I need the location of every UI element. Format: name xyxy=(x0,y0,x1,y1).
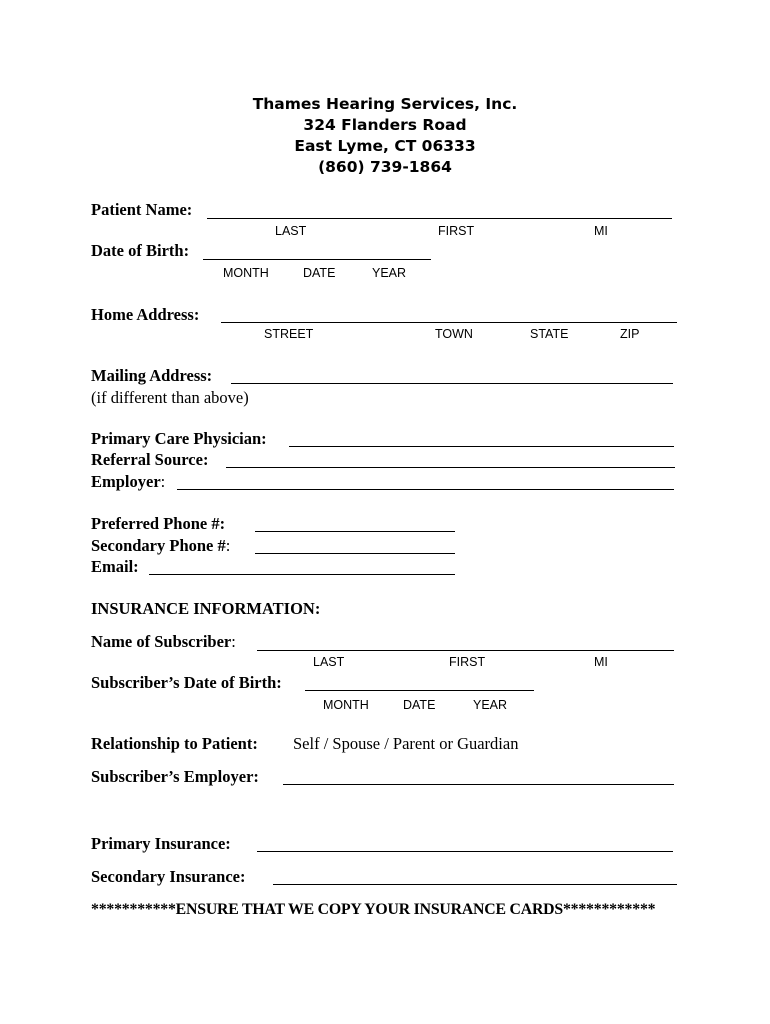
subscriber-dob-year-caption: YEAR xyxy=(473,698,508,712)
relationship-options[interactable]: Self / Spouse / Parent or Guardian xyxy=(293,734,519,753)
home-address-label: Home Address: xyxy=(91,305,200,324)
employer-field[interactable] xyxy=(177,489,674,490)
footer-notice: ***********ENSURE THAT WE COPY YOUR INSURANCE CARDS************ xyxy=(91,901,656,918)
home-address-town-caption: TOWN xyxy=(435,327,473,341)
employer-label: Employer: xyxy=(91,472,166,491)
referral-label: Referral Source: xyxy=(91,450,209,469)
patient-name-label: Patient Name: xyxy=(91,200,193,219)
primary-insurance-field[interactable] xyxy=(257,851,673,852)
mailing-address-field[interactable] xyxy=(231,383,673,384)
patient-name-last-caption: LAST xyxy=(275,224,307,238)
mailing-address-note: (if different than above) xyxy=(91,388,249,407)
home-address-zip-caption: ZIP xyxy=(620,327,640,341)
subscriber-dob-date-caption: DATE xyxy=(403,698,436,712)
email-label: Email: xyxy=(91,557,139,576)
subscriber-dob-field[interactable] xyxy=(305,690,534,691)
patient-name-field[interactable] xyxy=(207,218,672,219)
dob-month-caption: MONTH xyxy=(223,266,269,280)
company-name: Thames Hearing Services, Inc. xyxy=(252,95,518,113)
subscriber-name-mi-caption: MI xyxy=(594,655,608,669)
secondary-phone-label: Secondary Phone #: xyxy=(91,536,231,555)
primary-insurance-label: Primary Insurance: xyxy=(91,834,231,853)
pcp-label: Primary Care Physician: xyxy=(91,429,267,448)
subscriber-name-last-caption: LAST xyxy=(313,655,345,669)
company-city: East Lyme, CT 06333 xyxy=(294,137,476,155)
relationship-label: Relationship to Patient: xyxy=(91,734,258,753)
company-street: 324 Flanders Road xyxy=(303,116,467,134)
company-phone: (860) 739-1864 xyxy=(318,158,452,176)
secondary-phone-field[interactable] xyxy=(255,553,455,554)
secondary-insurance-label: Secondary Insurance: xyxy=(91,867,246,886)
preferred-phone-label: Preferred Phone #: xyxy=(91,514,226,533)
dob-field[interactable] xyxy=(203,259,431,260)
subscriber-employer-field[interactable] xyxy=(283,784,674,785)
pcp-field[interactable] xyxy=(289,446,674,447)
patient-name-first-caption: FIRST xyxy=(438,224,475,238)
insurance-heading: INSURANCE INFORMATION: xyxy=(91,599,321,618)
home-address-state-caption: STATE xyxy=(530,327,569,341)
dob-year-caption: YEAR xyxy=(372,266,407,280)
dob-label: Date of Birth: xyxy=(91,241,190,260)
subscriber-dob-label: Subscriber’s Date of Birth: xyxy=(91,673,282,692)
secondary-insurance-field[interactable] xyxy=(273,884,677,885)
subscriber-name-first-caption: FIRST xyxy=(449,655,486,669)
patient-name-mi-caption: MI xyxy=(594,224,608,238)
subscriber-name-field[interactable] xyxy=(257,650,674,651)
subscriber-name-label: Name of Subscriber: xyxy=(91,632,236,651)
subscriber-dob-month-caption: MONTH xyxy=(323,698,369,712)
email-field[interactable] xyxy=(149,574,455,575)
home-address-field[interactable] xyxy=(221,322,677,323)
subscriber-employer-label: Subscriber’s Employer: xyxy=(91,767,259,786)
referral-field[interactable] xyxy=(226,467,675,468)
dob-date-caption: DATE xyxy=(303,266,336,280)
home-address-street-caption: STREET xyxy=(264,327,314,341)
preferred-phone-field[interactable] xyxy=(255,531,455,532)
mailing-address-label: Mailing Address: xyxy=(91,366,213,385)
